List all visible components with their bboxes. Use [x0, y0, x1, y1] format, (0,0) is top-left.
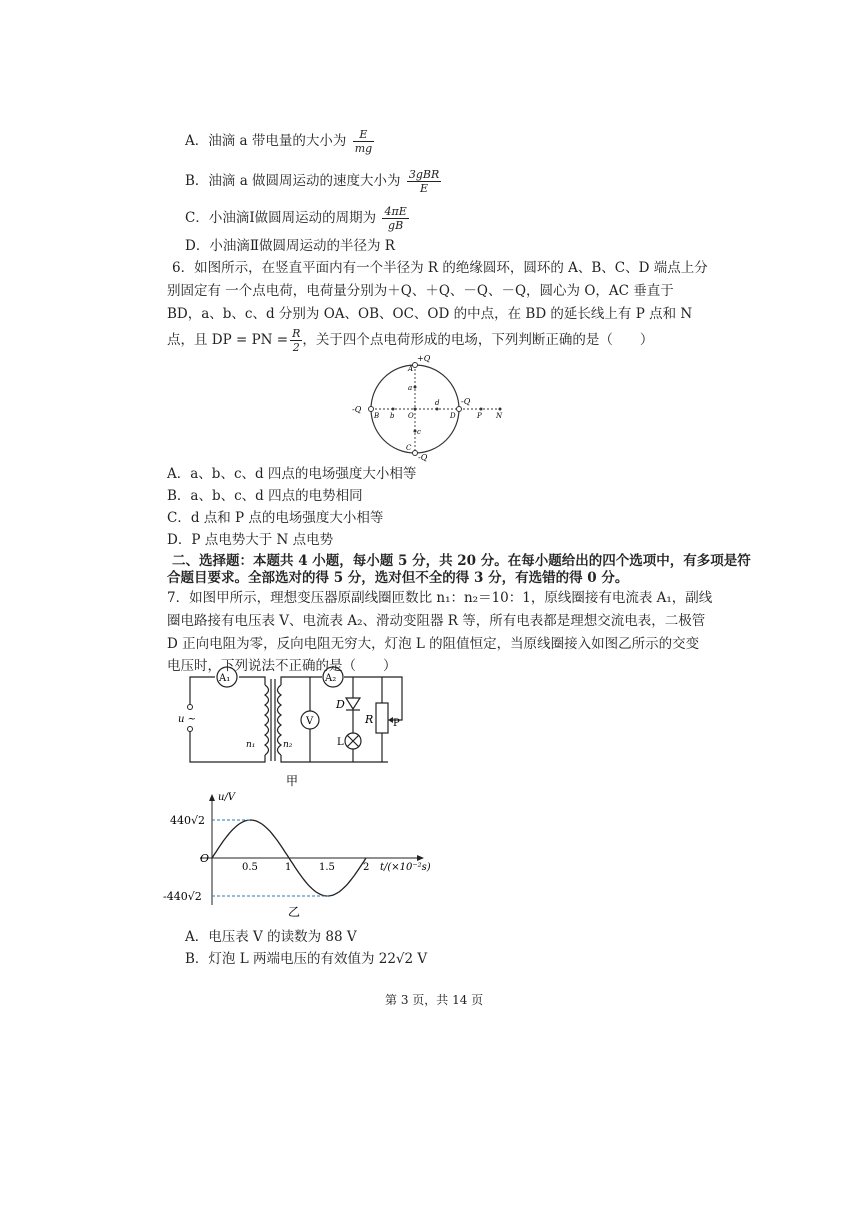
- charge-b: [369, 407, 374, 412]
- fraction: $\frac{R}{2}$: [292, 327, 301, 354]
- input-terminal: [188, 727, 193, 732]
- label-v: V: [306, 716, 314, 727]
- label-o: O: [408, 412, 414, 420]
- label-d: D: [336, 698, 345, 711]
- label-p: P: [393, 718, 400, 729]
- charge-c: [413, 451, 418, 456]
- q5-option-d: D．小油滴Ⅱ做圆周运动的半径为 R: [185, 238, 395, 254]
- label-n: N: [496, 412, 503, 420]
- page-footer: 第 3 页，共 14 页: [385, 993, 484, 1007]
- fraction: $\frac{4\pi E}{gB}$: [384, 205, 407, 232]
- q6-ring-figure: [350, 352, 510, 462]
- rheostat: [376, 703, 388, 733]
- input-terminal: [188, 705, 193, 710]
- origin-label: O: [200, 852, 210, 865]
- wire: [281, 677, 322, 685]
- primary-coil: [265, 685, 269, 755]
- q5-option-a: A．油滴 a 带电量的大小为 $\frac{E}{mg}$: [185, 128, 373, 155]
- y-max-label: 440√2: [170, 814, 206, 827]
- q5-option-b: B．油滴 a 做圆周运动的速度大小为 $\frac{\text{3gBR}}{E}$: [185, 168, 440, 195]
- label-u: u ~: [178, 714, 196, 725]
- wire: [190, 677, 215, 707]
- secondary-coil: [278, 685, 282, 755]
- label-n1: n₁: [246, 740, 256, 750]
- label-l: L: [337, 737, 344, 748]
- x-axis-arrow: [417, 855, 424, 861]
- x-axis-label: t/(×10⁻²s): [380, 862, 431, 873]
- q7-line-1: 7．如图甲所示，理想变压器原副线圈匝数比 n₁：n₂＝10：1，原线圈接有电流表 A₁，副线: [167, 590, 713, 606]
- label-d: d: [435, 399, 440, 407]
- q7-line-3: D 正向电阻为零，反向电阻无穷大，灯泡 L 的阻值恒定，当原线圈接入如图乙所示的交变: [167, 636, 700, 652]
- point-d: [436, 408, 439, 411]
- label-d-upper: D: [450, 412, 456, 420]
- label-p: P: [477, 412, 482, 420]
- wire: [281, 755, 388, 762]
- q6-line-1: 6．如图所示，在竖直平面内有一个半径为 R 的绝缘圆环，圆环的 A、B、C、D 端点上分: [172, 260, 708, 276]
- x-tick-label: 1: [285, 862, 292, 873]
- label-b-upper: B: [374, 412, 380, 420]
- q6-line-2: 别固定有 一个点电荷，电荷量分别为＋Q、＋Q、－Q、－Q，圆心为 O，AC 垂直于: [167, 283, 674, 299]
- x-tick-label: 0.5: [242, 862, 258, 873]
- label-n2: n₂: [283, 740, 293, 750]
- y-min-label: -440√2: [163, 890, 202, 903]
- label-b: b: [390, 412, 395, 420]
- y-axis-arrow: [209, 794, 215, 801]
- section-2-heading-line-2: 合题目要求。全部选对的得 5 分，选对但不全的得 3 分，有选错的得 0 分。: [167, 570, 629, 586]
- label-a1: A₁: [219, 673, 231, 684]
- q6-option-a: A．a、b、c、d 四点的电场强度大小相等: [167, 466, 417, 482]
- q7-option-a: A．电压表 V 的读数为 88 V: [185, 929, 357, 945]
- figure-caption-jia: 甲: [286, 774, 299, 788]
- label-a2: A₂: [325, 673, 337, 684]
- fraction: $\frac{E}{mg}$: [354, 128, 373, 155]
- label-a: a: [408, 384, 413, 392]
- point-b: [392, 408, 395, 411]
- label-c-upper: C: [406, 444, 412, 452]
- fraction: $\frac{\text{3gBR}}{E}$: [408, 168, 440, 195]
- wire: [239, 677, 265, 685]
- point-n: [499, 408, 502, 411]
- q6-option-d: D．P 点电势大于 N 点电势: [167, 532, 334, 548]
- point-a: [414, 386, 417, 389]
- label-minus-q-left: -Q: [352, 405, 362, 414]
- section-2-heading-line-1: 二、选择题：本题共 4 小题，每小题 5 分，共 20 分。在每小题给出的四个选项中，有多项是符: [172, 553, 751, 569]
- label-minus-q-bottom: -Q: [418, 453, 428, 462]
- diode: [346, 698, 360, 709]
- charge-a: [413, 363, 418, 368]
- label-minus-q-right: -Q: [461, 397, 471, 406]
- label-plus-q-top: +Q: [417, 354, 431, 363]
- q7-option-b: B．灯泡 L 两端电压的有效值为 22√2 V: [185, 951, 428, 967]
- q5-option-c: C．小油滴Ⅰ做圆周运动的周期为 $\frac{4\pi E}{gB}$: [185, 205, 407, 232]
- x-tick-label: 1.5: [319, 862, 335, 873]
- q7-voltage-graph: [160, 790, 440, 920]
- charge-d: [457, 407, 462, 412]
- q6-option-c: C．d 点和 P 点的电场强度大小相等: [167, 510, 384, 526]
- q6-option-b: B．a、b、c、d 四点的电势相同: [167, 488, 363, 504]
- q7-line-4: 电压时，下列说法不正确的是（ ）: [167, 658, 397, 674]
- y-axis-label: u/V: [218, 792, 236, 803]
- point-o: [414, 408, 417, 411]
- q7-circuit-figure: [170, 665, 420, 790]
- point-p: [480, 408, 483, 411]
- q6-line-3: BD，a、b、c、d 分别为 OA、OB、OC、OD 的中点，在 BD 的延长线上有 P 点和 N: [167, 306, 693, 322]
- label-r: R: [365, 713, 374, 726]
- figure-caption-yi: 乙: [288, 905, 301, 919]
- label-c: c: [417, 428, 421, 436]
- q6-line-4: 点，且 DP = PN = $\frac{R}{2}$ ，关于四个点电荷形成的电场，下列判断正确的是（ ）: [167, 327, 654, 354]
- q7-line-2: 圈电路接有电压表 V、电流表 A₂、滑动变阻器 R 等，所有电表都是理想交流电表，二极管: [167, 613, 706, 629]
- label-a-upper: A: [408, 365, 414, 373]
- x-tick-label: 2: [363, 862, 370, 873]
